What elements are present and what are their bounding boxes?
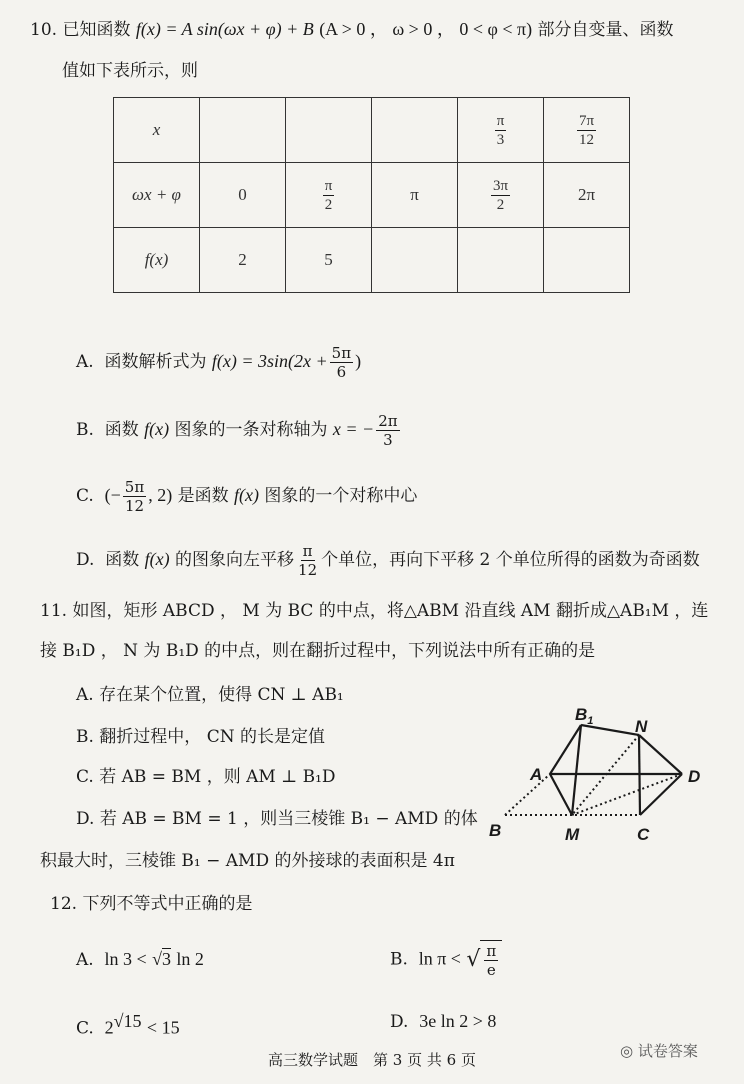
q12-option-d: D. 3e ln 2 > 8 <box>390 1011 497 1032</box>
table-cell: ωx + φ <box>114 163 200 228</box>
table-cell: 0 <box>200 163 286 228</box>
q12-option-a: A. ln 3 < √3 ln 2 <box>76 949 204 970</box>
q10-stem-b: 部分自变量、函数 <box>537 20 674 40</box>
q10-line1 <box>30 18 674 41</box>
q11-option-d: D. 若 AB = BM = 1 ，则当三棱锥 B₁ − AMD 的体 <box>76 809 478 829</box>
table-cell: $\frac{7\pi}{12}$ <box>544 98 630 163</box>
q11-option-b: B. 翻折过程中， CN 的长是定值 <box>76 727 325 747</box>
table-row <box>114 163 630 228</box>
table-cell <box>372 228 458 293</box>
table-cell: f(x) <box>114 228 200 293</box>
table-cell <box>372 98 458 163</box>
table-cell: π <box>372 163 458 228</box>
table-cell <box>286 98 372 163</box>
value-table <box>113 97 630 293</box>
table-cell: 5 <box>286 228 372 293</box>
table-cell <box>544 228 630 293</box>
label-n: N <box>635 717 648 736</box>
q10-function: f(x) = A sin(ωx + φ) + B <box>135 19 314 39</box>
q12-option-c: C. $2^{√15} < 15$ <box>76 1011 180 1039</box>
q10-conditions: (A > 0 ， ω > 0 ， 0 < φ < π) <box>319 19 533 39</box>
table-row <box>114 98 630 163</box>
page-footer: 高三数学试题 第 3 页 共 6 页 <box>268 1051 476 1069</box>
label-b: B <box>489 821 502 840</box>
table-cell <box>200 98 286 163</box>
table-cell: 2 <box>200 228 286 293</box>
q10-stem-a: 已知函数 <box>62 20 131 40</box>
q10-option-a: A. 函数解析式为 f(x) = 3sin(2x + $\frac{5\pi}{6}$ ) <box>76 344 362 381</box>
label-b1: $B_1$ <box>575 705 594 727</box>
label-c: C <box>637 825 650 844</box>
q11-option-a: A. 存在某个位置，使得 CN ⊥ AB₁ <box>76 685 344 705</box>
table-cell <box>458 228 544 293</box>
q12-option-b: B. ln π < √ $\frac{\pi}{e}$ <box>390 940 502 980</box>
label-m: M <box>565 825 580 844</box>
table-cell: 2π <box>544 163 630 228</box>
table-cell: $\frac{\pi}{3}$ <box>458 98 544 163</box>
folded-rectangle-figure <box>485 700 720 848</box>
watermark: ◎ 试卷答案 <box>620 1042 698 1060</box>
q10-option-c: C. (− $\frac{5\pi}{12}$ , 2) 是函数 f(x) 图象的一个对称中心 <box>76 478 418 515</box>
q10-option-b: B. 函数 f(x) 图象的一条对称轴为 x = − $\frac{2\pi}{3}$ <box>76 412 398 449</box>
table-cell: $\frac{3\pi}{2}$ <box>458 163 544 228</box>
table-cell: $\frac{\pi}{2}$ <box>286 163 372 228</box>
q11-option-d-line2: 积最大时，三棱锥 B₁ − AMD 的外接球的表面积是 4π <box>40 851 455 871</box>
q10-line2: 值如下表所示，则 <box>62 61 198 81</box>
q11-option-c: C. 若 AB = BM ，则 AM ⊥ B₁D <box>76 767 336 787</box>
label-d: D <box>688 767 701 786</box>
table-row <box>114 228 630 293</box>
q11-line2: 接 B₁D ， N 为 B₁D 的中点，则在翻折过程中，下列说法中所有正确的是 <box>40 641 596 661</box>
q11-line1: 11. 如图，矩形 ABCD ， M 为 BC 的中点，将△ABM 沿直线 AM 翻折成△AB₁M ，连 <box>40 601 709 621</box>
label-a: A <box>530 765 543 784</box>
q10-option-d: D. 函数 f(x) 的图象向左平移 $\frac{\pi}{12}$ 个单位，再向下平移 2 个单位所得的函数为奇函数 <box>76 542 700 579</box>
q10-number: 10. <box>30 20 58 40</box>
q12-stem: 12. 下列不等式中正确的是 <box>50 894 253 914</box>
table-cell: x <box>114 98 200 163</box>
